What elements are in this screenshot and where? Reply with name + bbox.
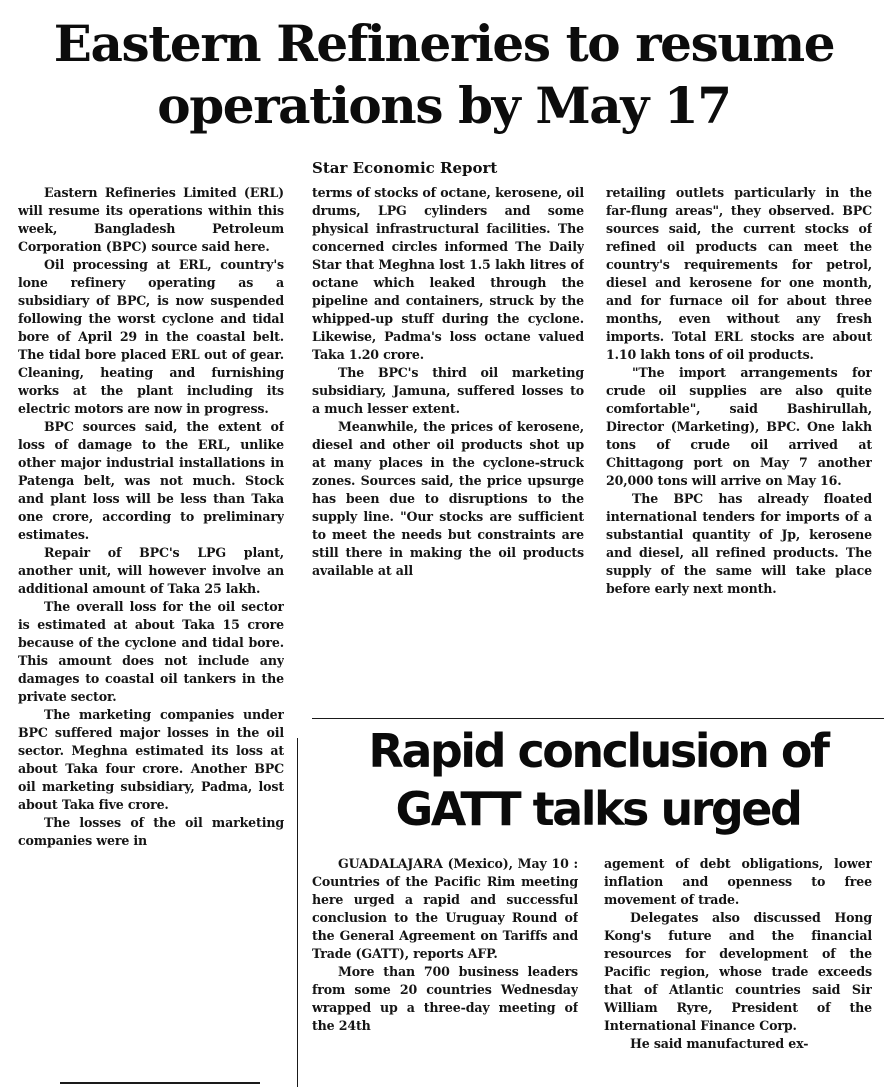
bottom-rule bbox=[60, 1082, 260, 1084]
paragraph: Eastern Refineries Limited (ERL) will resume its operations within this week, Bangladesh Petroleum Corporation (BPC) source said here. bbox=[18, 185, 284, 254]
paragraph: The losses of the oil marketing companies were in bbox=[18, 815, 284, 848]
paragraph: He said manufactured ex- bbox=[630, 1036, 809, 1051]
byline: Star Economic Report bbox=[312, 159, 498, 177]
paragraph: Repair of BPC's LPG plant, another unit, will however involve an additional amount of Taka 25 lakh. bbox=[18, 545, 284, 596]
column-divider bbox=[297, 738, 298, 1087]
headline2-line-1: Rapid conclusion of bbox=[368, 724, 828, 778]
paragraph: Oil processing at ERL, country's lone refinery operating as a subsidiary of BPC, is now suspended following the worst cyclone and tidal bore of April 29 in the coastal belt. The tidal bore placed ERL out of gear. Cleaning, heating and furnishing works at the plant including its electric motors are now in progress. bbox=[18, 257, 284, 416]
article2-column-1 bbox=[312, 855, 578, 1085]
paragraph: More than 700 business leaders from some 20 countries Wednesday wrapped up a three-day meeting of the 24th bbox=[312, 964, 578, 1033]
headline-line-1: Eastern Refineries to resume bbox=[53, 14, 835, 73]
headline2 bbox=[312, 722, 884, 838]
paragraph: Delegates also discussed Hong Kong's future and the financial resources for development of the Pacific region, whose trade exceeds that of Atlantic countries said Sir William Ryre, President of the International Finance Corp. bbox=[604, 910, 872, 1033]
paragraph: retailing outlets particularly in the far-flung areas", they observed. BPC sources said, the current stocks of refined oil products can meet the country's requirements for petrol, diesel and kerosene for one month, and for furnace oil for about three months, even without any fresh imports. Total ERL stocks are about 1.10 lakh tons of oil products. bbox=[606, 185, 872, 362]
article-divider bbox=[312, 718, 884, 719]
paragraph: BPC sources said, the extent of loss of damage to the ERL, unlike other major industrial installations in Patenga belt, was not much. Stock and plant loss will be less than Taka one crore, according to preliminary estimates. bbox=[18, 419, 284, 542]
paragraph: agement of debt obligations, lower inflation and openness to free movement of trade. bbox=[604, 856, 872, 907]
paragraph: GUADALAJARA (Mexico), May 10 : Countries of the Pacific Rim meeting here urged a rapid and successful conclusion to the Uruguay Round of the General Agreement on Tariffs and Trade (GATT), reports AFP. bbox=[312, 856, 578, 961]
article1-column-3 bbox=[606, 184, 872, 712]
paragraph: The marketing companies under BPC suffered major losses in the oil sector. Meghna estimated its loss at about Taka four crore. Another BPC oil marketing subsidiary, Padma, lost about Taka five crore. bbox=[18, 707, 284, 812]
article2-column-2 bbox=[604, 855, 872, 1085]
paragraph: Meanwhile, the prices of kerosene, diesel and other oil products shot up at many places in the cyclone-struck zones. Sources said, the price upsurge has been due to disruptions to the supply line. "Our stocks are sufficient to meet the needs but constraints are still there in making the oil products available at all bbox=[312, 419, 584, 578]
article1-column-2 bbox=[312, 184, 584, 712]
paragraph: The overall loss for the oil sector is estimated at about Taka 15 crore because of the cyclone and tidal bore. This amount does not include any damages to coastal oil tankers in the private sector. bbox=[18, 599, 284, 704]
paragraph: The BPC has already floated international tenders for imports of a substantial quantity of Jp, kerosene and diesel, all refined products. The supply of the same will take place before early next month. bbox=[606, 491, 872, 596]
paragraph: "The import arrangements for crude oil supplies are also quite comfortable", said Bashirullah, Director (Marketing), BPC. One lakh tons of crude oil arrived at Chittagong port on May 7 another 20,000 tons will arrive on May 16. bbox=[606, 365, 872, 488]
paragraph: terms of stocks of octane, kerosene, oil drums, LPG cylinders and some physical infrastructural facilities. The concerned circles informed The Daily Star that Meghna lost 1.5 lakh litres of octane which leaked through the pipeline and containers, struck by the whipped-up stuff during the cyclone. Likewise, Padma's loss octane valued Taka 1.20 crore. bbox=[312, 185, 584, 362]
headline-line-2: operations by May 17 bbox=[157, 76, 731, 135]
paragraph: The BPC's third oil marketing subsidiary, Jamuna, suffered losses to a much lesser extent. bbox=[312, 365, 584, 416]
article1-column-1 bbox=[18, 184, 284, 1080]
headline2-line-2: GATT talks urged bbox=[395, 782, 801, 836]
